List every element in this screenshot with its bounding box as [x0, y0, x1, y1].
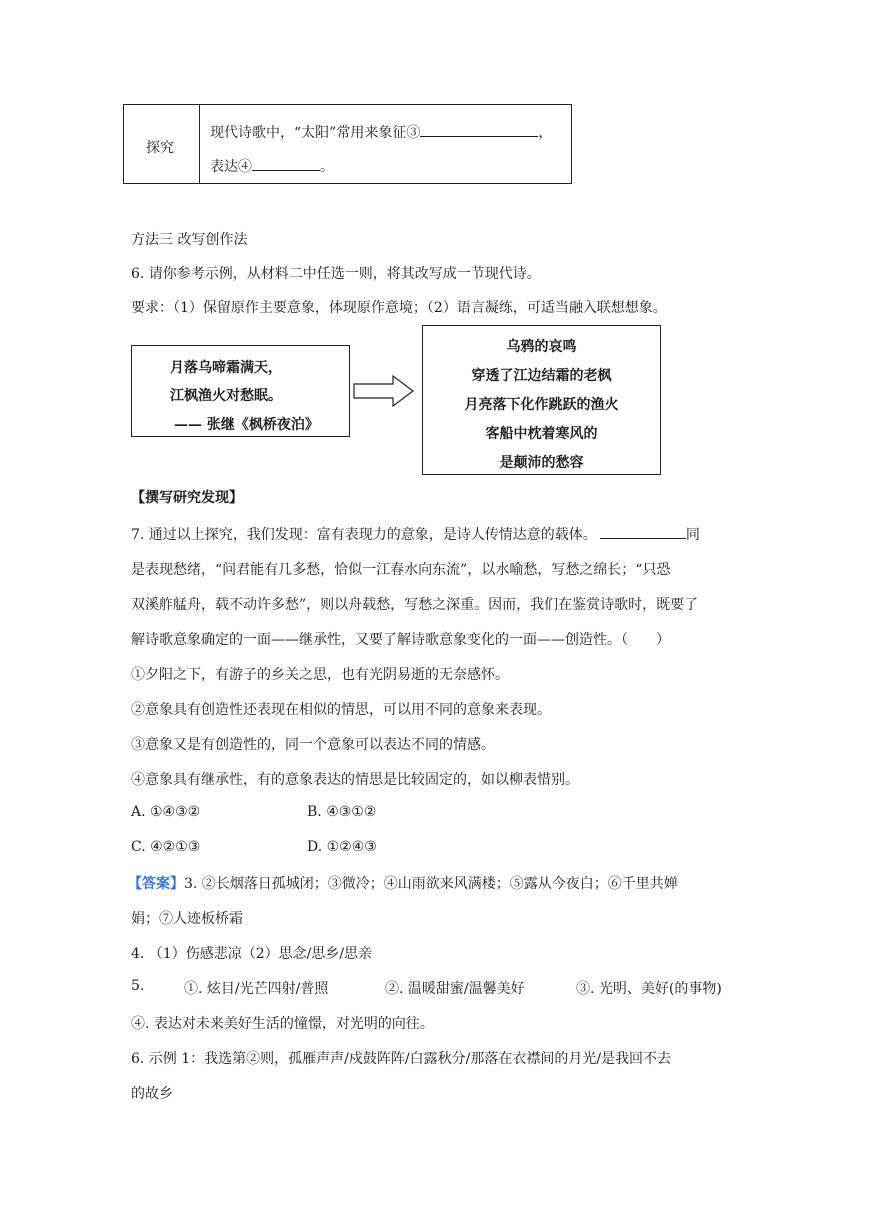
- option-b: B. ④③①②: [307, 804, 377, 820]
- option-d: D. ①②④③: [307, 839, 377, 855]
- table-row-2-text: 表达④: [210, 159, 252, 175]
- answer-5-number: 5.: [131, 978, 145, 994]
- section-heading: 【撰写研究发现】: [131, 490, 243, 506]
- rewrite-poem-box: [422, 325, 661, 475]
- table-row-2: [210, 156, 334, 176]
- table-row-2-end: 。: [320, 159, 334, 175]
- statement-4: ④意象具有继承性，有的意象表达的情思是比较固定的，如以柳表惜别。: [131, 772, 579, 788]
- answer-line-1: [128, 873, 678, 893]
- original-line-2: 江枫渔火对愁眠。: [170, 388, 282, 404]
- question-7-line-2: 是表现愁绪，“问君能有几多愁，恰似一江春水向东流”，以水喻愁，写愁之绵长；“只恐: [131, 562, 671, 578]
- table-label: 探究: [146, 140, 174, 156]
- answer-line-7: 的故乡: [131, 1086, 173, 1102]
- answer-line-6: 6. 示例 1：我选第②则，孤雁声声/戍鼓阵阵/白露秋分/那落在衣襟间的月光/是我回不去: [131, 1051, 672, 1067]
- answer-line-1-text: 3. ②长烟落日孤城闭；③微冷；④山雨欲来风满楼；⑤露从今夜白；⑥千里共婵: [184, 876, 678, 892]
- answer-line-3: 4. （1）伤感悲凉（2）思念/思乡/思亲: [131, 946, 373, 962]
- answer-5-part-3: ③. 光明、美好(的事物): [576, 981, 722, 997]
- question-7-line-1-text: 7. 通过以上探究，我们发现：富有表现力的意象，是诗人传情达意的载体。: [131, 527, 597, 543]
- blank-3: [420, 123, 538, 137]
- statement-2: ②意象具有创造性还表现在相似的情思，可以用不同的意象来表现。: [131, 702, 551, 718]
- right-arrow-icon: [353, 375, 415, 407]
- blank-q7: [600, 525, 686, 539]
- question-7-line-3: 双溪舴艋舟，载不动许多愁”，则以舟载愁，写愁之深重。因而，我们在鉴赏诗歌时，既要了: [131, 597, 699, 613]
- option-c: C. ④②①③: [131, 839, 201, 855]
- original-line-1: 月落乌啼霜满天，: [170, 360, 282, 376]
- inquiry-table: [123, 104, 572, 184]
- original-attribution: —— 张继《枫桥夜泊》: [174, 417, 319, 433]
- table-row-1-end: ，: [538, 125, 553, 141]
- rewrite-line-1: 乌鸦的哀鸣: [506, 339, 577, 355]
- option-a: A. ①④③②: [131, 804, 201, 820]
- question-6: 6. 请你参考示例，从材料二中任选一则，将其改写成一节现代诗。: [131, 266, 541, 282]
- original-poem-box: [131, 345, 350, 437]
- table-row-1: [210, 122, 552, 142]
- rewrite-line-4: 客船中枕着寒风的: [485, 426, 598, 442]
- rewrite-line-2: 穿透了江边结霜的老枫: [471, 368, 612, 384]
- answer-line-5: ④. 表达对未来美好生活的憧憬，对光明的向往。: [131, 1016, 434, 1032]
- question-6-requirements: 要求：（1）保留原作主要意象，体现原作意境；（2）语言凝练，可适当融入联想想象。: [131, 300, 667, 316]
- answer-5-part-1: ①. 炫目/光芒四射/普照: [184, 981, 329, 997]
- answer-tag: 【答案】: [128, 876, 184, 892]
- blank-4: [252, 157, 320, 171]
- statement-1: ①夕阳之下，有游子的乡关之思，也有光阴易逝的无奈感怀。: [131, 667, 509, 683]
- answer-5-part-2: ②. 温暖甜蜜/温馨美好: [385, 981, 525, 997]
- table-row-1-text: 现代诗歌中，“太阳”常用来象征③: [210, 125, 421, 141]
- answer-line-2: 娟；⑦人迹板桥霜: [131, 911, 243, 927]
- rewrite-line-5: 是颠沛的愁容: [499, 455, 584, 471]
- table-label-cell: [124, 105, 200, 183]
- question-7-line-1-end: 同: [685, 527, 700, 543]
- question-7-line-4: 解诗歌意象确定的一面——继承性，又要了解诗歌意象变化的一面——创造性。（ ）: [131, 632, 670, 648]
- rewrite-line-3: 月亮落下化作跳跃的渔火: [464, 397, 619, 413]
- question-7-line-1: [131, 524, 700, 544]
- method-3-heading: 方法三 改写创作法: [131, 232, 248, 248]
- statement-3: ③意象又是有创造性的，同一个意象可以表达不同的情感。: [131, 737, 495, 753]
